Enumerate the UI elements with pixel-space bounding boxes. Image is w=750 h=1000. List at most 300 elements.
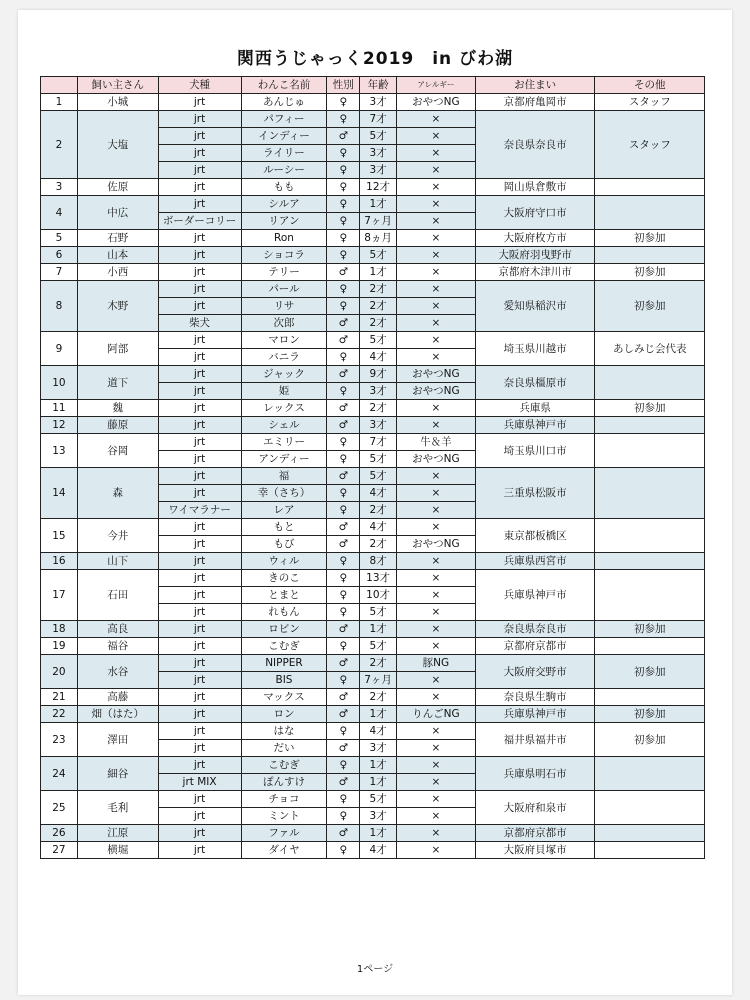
- note-cell: [595, 247, 705, 264]
- header-owner: 飼い主さん: [77, 77, 158, 94]
- sex-cell: ♀: [327, 587, 360, 604]
- entry-number-cell: 8: [41, 281, 78, 332]
- allergy-cell: ×: [397, 519, 476, 536]
- allergy-cell: ×: [397, 740, 476, 757]
- breed-cell: jrt: [158, 264, 241, 281]
- entry-number-cell: 5: [41, 230, 78, 247]
- age-cell: 7ヶ月: [360, 672, 397, 689]
- table-row: [41, 434, 705, 451]
- breed-cell: ワイマラナー: [158, 502, 241, 519]
- dog-name-cell: ショコラ: [241, 247, 327, 264]
- owner-cell: 江原: [77, 825, 158, 842]
- entry-number-cell: 9: [41, 332, 78, 366]
- dog-name-cell: レア: [241, 502, 327, 519]
- dog-name-cell: こむぎ: [241, 757, 327, 774]
- allergy-cell: ×: [397, 179, 476, 196]
- sex-cell: ♀: [327, 196, 360, 213]
- residence-cell: 大阪府貝塚市: [475, 842, 595, 859]
- residence-cell: 京都府京都市: [475, 825, 595, 842]
- dog-name-cell: BIS: [241, 672, 327, 689]
- note-cell: 初参加: [595, 621, 705, 638]
- entry-number-cell: 4: [41, 196, 78, 230]
- breed-cell: jrt: [158, 332, 241, 349]
- dog-name-cell: こむぎ: [241, 638, 327, 655]
- sex-cell: ♀: [327, 230, 360, 247]
- header-sex: 性別: [327, 77, 360, 94]
- dog-name-cell: きのこ: [241, 570, 327, 587]
- allergy-cell: 牛＆羊: [397, 434, 476, 451]
- residence-cell: 三重県松阪市: [475, 468, 595, 519]
- breed-cell: jrt: [158, 468, 241, 485]
- sex-cell: ♂: [327, 400, 360, 417]
- allergy-cell: ×: [397, 757, 476, 774]
- owner-cell: 大塩: [77, 111, 158, 179]
- table-row: [41, 791, 705, 808]
- breed-cell: jrt: [158, 587, 241, 604]
- table-row: [41, 842, 705, 859]
- age-cell: 1才: [360, 757, 397, 774]
- age-cell: 8才: [360, 553, 397, 570]
- breed-cell: jrt: [158, 689, 241, 706]
- sex-cell: ♂: [327, 315, 360, 332]
- sex-cell: ♂: [327, 128, 360, 145]
- breed-cell: jrt: [158, 485, 241, 502]
- dog-name-cell: ファル: [241, 825, 327, 842]
- table-row: [41, 179, 705, 196]
- dog-name-cell: ミント: [241, 808, 327, 825]
- residence-cell: 福井県福井市: [475, 723, 595, 757]
- table-row: [41, 230, 705, 247]
- entry-number-cell: 7: [41, 264, 78, 281]
- sex-cell: ♂: [327, 468, 360, 485]
- breed-cell: jrt: [158, 604, 241, 621]
- table-row: [41, 281, 705, 298]
- sex-cell: ♀: [327, 485, 360, 502]
- sex-cell: ♂: [327, 332, 360, 349]
- allergy-cell: ×: [397, 553, 476, 570]
- entry-number-cell: 11: [41, 400, 78, 417]
- dog-name-cell: アンディー: [241, 451, 327, 468]
- breed-cell: jrt: [158, 400, 241, 417]
- page-title: 関西うじゃっく2019 in びわ湖: [236, 49, 514, 69]
- header-residence: お住まい: [475, 77, 595, 94]
- dog-name-cell: はな: [241, 723, 327, 740]
- dog-name-cell: マロン: [241, 332, 327, 349]
- dog-name-cell: とまと: [241, 587, 327, 604]
- allergy-cell: ×: [397, 825, 476, 842]
- entry-number-cell: 14: [41, 468, 78, 519]
- allergy-cell: ×: [397, 689, 476, 706]
- sex-cell: ♀: [327, 757, 360, 774]
- age-cell: 5才: [360, 451, 397, 468]
- age-cell: 4才: [360, 485, 397, 502]
- dog-name-cell: パール: [241, 281, 327, 298]
- breed-cell: jrt: [158, 145, 241, 162]
- residence-cell: 京都府亀岡市: [475, 94, 595, 111]
- sex-cell: ♀: [327, 213, 360, 230]
- allergy-cell: ×: [397, 315, 476, 332]
- residence-cell: 大阪府枚方市: [475, 230, 595, 247]
- age-cell: 5才: [360, 247, 397, 264]
- sex-cell: ♂: [327, 774, 360, 791]
- owner-cell: 森: [77, 468, 158, 519]
- breed-cell: jrt: [158, 281, 241, 298]
- entry-number-cell: 23: [41, 723, 78, 757]
- residence-cell: 大阪府和泉市: [475, 791, 595, 825]
- table-row: [41, 196, 705, 213]
- entry-number-cell: 25: [41, 791, 78, 825]
- table-row: [41, 689, 705, 706]
- sex-cell: ♂: [327, 689, 360, 706]
- age-cell: 2才: [360, 502, 397, 519]
- age-cell: 5才: [360, 128, 397, 145]
- dog-name-cell: インディー: [241, 128, 327, 145]
- sex-cell: ♀: [327, 349, 360, 366]
- allergy-cell: ×: [397, 298, 476, 315]
- allergy-cell: ×: [397, 723, 476, 740]
- participant-table: [40, 76, 705, 859]
- dog-name-cell: あんじゅ: [241, 94, 327, 111]
- sex-cell: ♂: [327, 621, 360, 638]
- sex-cell: ♀: [327, 808, 360, 825]
- allergy-cell: おやつNG: [397, 451, 476, 468]
- age-cell: 5才: [360, 604, 397, 621]
- breed-cell: jrt: [158, 757, 241, 774]
- age-cell: 7才: [360, 111, 397, 128]
- header-allergy: アレルギー: [397, 77, 476, 94]
- dog-name-cell: バニラ: [241, 349, 327, 366]
- sex-cell: ♀: [327, 502, 360, 519]
- dog-name-cell: ルーシー: [241, 162, 327, 179]
- residence-cell: 奈良県奈良市: [475, 621, 595, 638]
- header-breed: 犬種: [158, 77, 241, 94]
- residence-cell: 京都府京都市: [475, 638, 595, 655]
- entry-number-cell: 16: [41, 553, 78, 570]
- table-row: [41, 332, 705, 349]
- age-cell: 4才: [360, 349, 397, 366]
- dog-name-cell: もと: [241, 519, 327, 536]
- table-row: [41, 638, 705, 655]
- dog-name-cell: シェル: [241, 417, 327, 434]
- age-cell: 9才: [360, 366, 397, 383]
- residence-cell: 兵庫県神戸市: [475, 706, 595, 723]
- dog-name-cell: テリー: [241, 264, 327, 281]
- allergy-cell: ×: [397, 196, 476, 213]
- owner-cell: 高良: [77, 621, 158, 638]
- age-cell: 3才: [360, 740, 397, 757]
- sex-cell: ♀: [327, 570, 360, 587]
- sex-cell: ♀: [327, 162, 360, 179]
- age-cell: 2才: [360, 655, 397, 672]
- dog-name-cell: NIPPER: [241, 655, 327, 672]
- breed-cell: jrt: [158, 383, 241, 400]
- note-cell: [595, 791, 705, 825]
- breed-cell: jrt MIX: [158, 774, 241, 791]
- note-cell: 初参加: [595, 281, 705, 332]
- age-cell: 2才: [360, 536, 397, 553]
- age-cell: 4才: [360, 842, 397, 859]
- note-cell: [595, 417, 705, 434]
- note-cell: スタッフ: [595, 111, 705, 179]
- age-cell: 1才: [360, 196, 397, 213]
- allergy-cell: おやつNG: [397, 94, 476, 111]
- age-cell: 2才: [360, 400, 397, 417]
- breed-cell: jrt: [158, 740, 241, 757]
- residence-cell: 大阪府羽曳野市: [475, 247, 595, 264]
- dog-name-cell: ジャック: [241, 366, 327, 383]
- breed-cell: jrt: [158, 128, 241, 145]
- breed-cell: 柴犬: [158, 315, 241, 332]
- table-row: [41, 757, 705, 774]
- breed-cell: jrt: [158, 247, 241, 264]
- table-row: [41, 519, 705, 536]
- sex-cell: ♂: [327, 825, 360, 842]
- entry-number-cell: 1: [41, 94, 78, 111]
- document-page: [18, 10, 732, 995]
- owner-cell: 山本: [77, 247, 158, 264]
- table-row: [41, 400, 705, 417]
- allergy-cell: ×: [397, 230, 476, 247]
- dog-name-cell: だい: [241, 740, 327, 757]
- age-cell: 2才: [360, 298, 397, 315]
- age-cell: 2才: [360, 315, 397, 332]
- note-cell: 初参加: [595, 264, 705, 281]
- entry-number-cell: 22: [41, 706, 78, 723]
- breed-cell: jrt: [158, 842, 241, 859]
- entry-number-cell: 15: [41, 519, 78, 553]
- allergy-cell: おやつNG: [397, 366, 476, 383]
- table-row: [41, 366, 705, 383]
- entry-number-cell: 13: [41, 434, 78, 468]
- allergy-cell: ×: [397, 672, 476, 689]
- sex-cell: ♀: [327, 434, 360, 451]
- residence-cell: 奈良県橿原市: [475, 366, 595, 400]
- entry-number-cell: 19: [41, 638, 78, 655]
- owner-cell: 横堀: [77, 842, 158, 859]
- breed-cell: jrt: [158, 825, 241, 842]
- note-cell: [595, 366, 705, 400]
- entry-number-cell: 12: [41, 417, 78, 434]
- allergy-cell: おやつNG: [397, 383, 476, 400]
- owner-cell: 高藤: [77, 689, 158, 706]
- breed-cell: jrt: [158, 536, 241, 553]
- dog-name-cell: エミリー: [241, 434, 327, 451]
- note-cell: [595, 434, 705, 468]
- age-cell: 1才: [360, 621, 397, 638]
- note-cell: あしみじ会代表: [595, 332, 705, 366]
- residence-cell: 大阪府守口市: [475, 196, 595, 230]
- breed-cell: jrt: [158, 791, 241, 808]
- note-cell: 初参加: [595, 230, 705, 247]
- breed-cell: jrt: [158, 230, 241, 247]
- age-cell: 3才: [360, 383, 397, 400]
- note-cell: [595, 757, 705, 791]
- breed-cell: jrt: [158, 723, 241, 740]
- sex-cell: ♂: [327, 264, 360, 281]
- breed-cell: jrt: [158, 706, 241, 723]
- breed-cell: jrt: [158, 196, 241, 213]
- allergy-cell: ×: [397, 145, 476, 162]
- owner-cell: 今井: [77, 519, 158, 553]
- note-cell: 初参加: [595, 723, 705, 757]
- sex-cell: ♂: [327, 706, 360, 723]
- allergy-cell: ×: [397, 417, 476, 434]
- age-cell: 2才: [360, 689, 397, 706]
- sex-cell: ♀: [327, 145, 360, 162]
- dog-name-cell: Ron: [241, 230, 327, 247]
- dog-name-cell: リアン: [241, 213, 327, 230]
- age-cell: 1才: [360, 264, 397, 281]
- age-cell: 5才: [360, 332, 397, 349]
- age-cell: 3才: [360, 162, 397, 179]
- note-cell: 初参加: [595, 655, 705, 689]
- allergy-cell: ×: [397, 281, 476, 298]
- sex-cell: ♀: [327, 247, 360, 264]
- note-cell: [595, 689, 705, 706]
- allergy-cell: ×: [397, 570, 476, 587]
- entry-number-cell: 24: [41, 757, 78, 791]
- allergy-cell: りんごNG: [397, 706, 476, 723]
- dog-name-cell: ウィル: [241, 553, 327, 570]
- allergy-cell: ×: [397, 842, 476, 859]
- allergy-cell: ×: [397, 349, 476, 366]
- allergy-cell: 豚NG: [397, 655, 476, 672]
- owner-cell: 藤原: [77, 417, 158, 434]
- age-cell: 5才: [360, 468, 397, 485]
- residence-cell: 奈良県生駒市: [475, 689, 595, 706]
- residence-cell: 兵庫県西宮市: [475, 553, 595, 570]
- breed-cell: jrt: [158, 553, 241, 570]
- table-row: [41, 655, 705, 672]
- breed-cell: jrt: [158, 451, 241, 468]
- allergy-cell: ×: [397, 247, 476, 264]
- allergy-cell: ×: [397, 128, 476, 145]
- dog-name-cell: マックス: [241, 689, 327, 706]
- allergy-cell: ×: [397, 264, 476, 281]
- header-other: その他: [595, 77, 705, 94]
- age-cell: 3才: [360, 94, 397, 111]
- breed-cell: jrt: [158, 621, 241, 638]
- owner-cell: 谷岡: [77, 434, 158, 468]
- residence-cell: 埼玉県川口市: [475, 434, 595, 468]
- dog-name-cell: もも: [241, 179, 327, 196]
- dog-name-cell: シルア: [241, 196, 327, 213]
- breed-cell: jrt: [158, 94, 241, 111]
- entry-number-cell: 3: [41, 179, 78, 196]
- residence-cell: 大阪府交野市: [475, 655, 595, 689]
- table-row: [41, 825, 705, 842]
- owner-cell: 阿部: [77, 332, 158, 366]
- owner-cell: 水谷: [77, 655, 158, 689]
- breed-cell: jrt: [158, 570, 241, 587]
- breed-cell: jrt: [158, 298, 241, 315]
- header-no: [41, 77, 78, 94]
- note-cell: [595, 825, 705, 842]
- owner-cell: 小城: [77, 94, 158, 111]
- allergy-cell: ×: [397, 502, 476, 519]
- age-cell: 3才: [360, 417, 397, 434]
- note-cell: [595, 638, 705, 655]
- breed-cell: jrt: [158, 162, 241, 179]
- residence-cell: 兵庫県明石市: [475, 757, 595, 791]
- sex-cell: ♀: [327, 723, 360, 740]
- allergy-cell: ×: [397, 604, 476, 621]
- residence-cell: 兵庫県: [475, 400, 595, 417]
- entry-number-cell: 20: [41, 655, 78, 689]
- allergy-cell: ×: [397, 808, 476, 825]
- note-cell: スタッフ: [595, 94, 705, 111]
- sex-cell: ♂: [327, 655, 360, 672]
- table-header: [41, 77, 705, 94]
- residence-cell: 奈良県奈良市: [475, 111, 595, 179]
- table-row: [41, 94, 705, 111]
- allergy-cell: ×: [397, 332, 476, 349]
- residence-cell: 岡山県倉敷市: [475, 179, 595, 196]
- table-row: [41, 553, 705, 570]
- header-dog-name: わんこ名前: [241, 77, 327, 94]
- allergy-cell: ×: [397, 774, 476, 791]
- sex-cell: ♀: [327, 383, 360, 400]
- entry-number-cell: 6: [41, 247, 78, 264]
- owner-cell: 細谷: [77, 757, 158, 791]
- sex-cell: ♂: [327, 366, 360, 383]
- age-cell: 10才: [360, 587, 397, 604]
- owner-cell: 中広: [77, 196, 158, 230]
- dog-name-cell: 福: [241, 468, 327, 485]
- dog-name-cell: ライリー: [241, 145, 327, 162]
- sex-cell: ♀: [327, 94, 360, 111]
- dog-name-cell: ダイヤ: [241, 842, 327, 859]
- table-body: [41, 94, 705, 859]
- age-cell: 1才: [360, 825, 397, 842]
- owner-cell: 木野: [77, 281, 158, 332]
- table-row: [41, 111, 705, 128]
- age-cell: 4才: [360, 723, 397, 740]
- dog-name-cell: ロビン: [241, 621, 327, 638]
- note-cell: [595, 468, 705, 519]
- note-cell: [595, 519, 705, 553]
- sex-cell: ♀: [327, 672, 360, 689]
- residence-cell: 埼玉県川越市: [475, 332, 595, 366]
- dog-name-cell: ロン: [241, 706, 327, 723]
- owner-cell: 道下: [77, 366, 158, 400]
- age-cell: 8ヵ月: [360, 230, 397, 247]
- allergy-cell: ×: [397, 621, 476, 638]
- sex-cell: ♀: [327, 281, 360, 298]
- dog-name-cell: レックス: [241, 400, 327, 417]
- allergy-cell: ×: [397, 485, 476, 502]
- dog-name-cell: もび: [241, 536, 327, 553]
- allergy-cell: ×: [397, 638, 476, 655]
- sex-cell: ♀: [327, 791, 360, 808]
- age-cell: 5才: [360, 791, 397, 808]
- age-cell: 4才: [360, 519, 397, 536]
- owner-cell: 魏: [77, 400, 158, 417]
- note-cell: [595, 179, 705, 196]
- owner-cell: 毛利: [77, 791, 158, 825]
- owner-cell: 福谷: [77, 638, 158, 655]
- age-cell: 12才: [360, 179, 397, 196]
- breed-cell: jrt: [158, 417, 241, 434]
- age-cell: 3才: [360, 145, 397, 162]
- breed-cell: jrt: [158, 179, 241, 196]
- note-cell: [595, 553, 705, 570]
- age-cell: 3才: [360, 808, 397, 825]
- dog-name-cell: 姫: [241, 383, 327, 400]
- allergy-cell: ×: [397, 400, 476, 417]
- owner-cell: 澤田: [77, 723, 158, 757]
- note-cell: 初参加: [595, 400, 705, 417]
